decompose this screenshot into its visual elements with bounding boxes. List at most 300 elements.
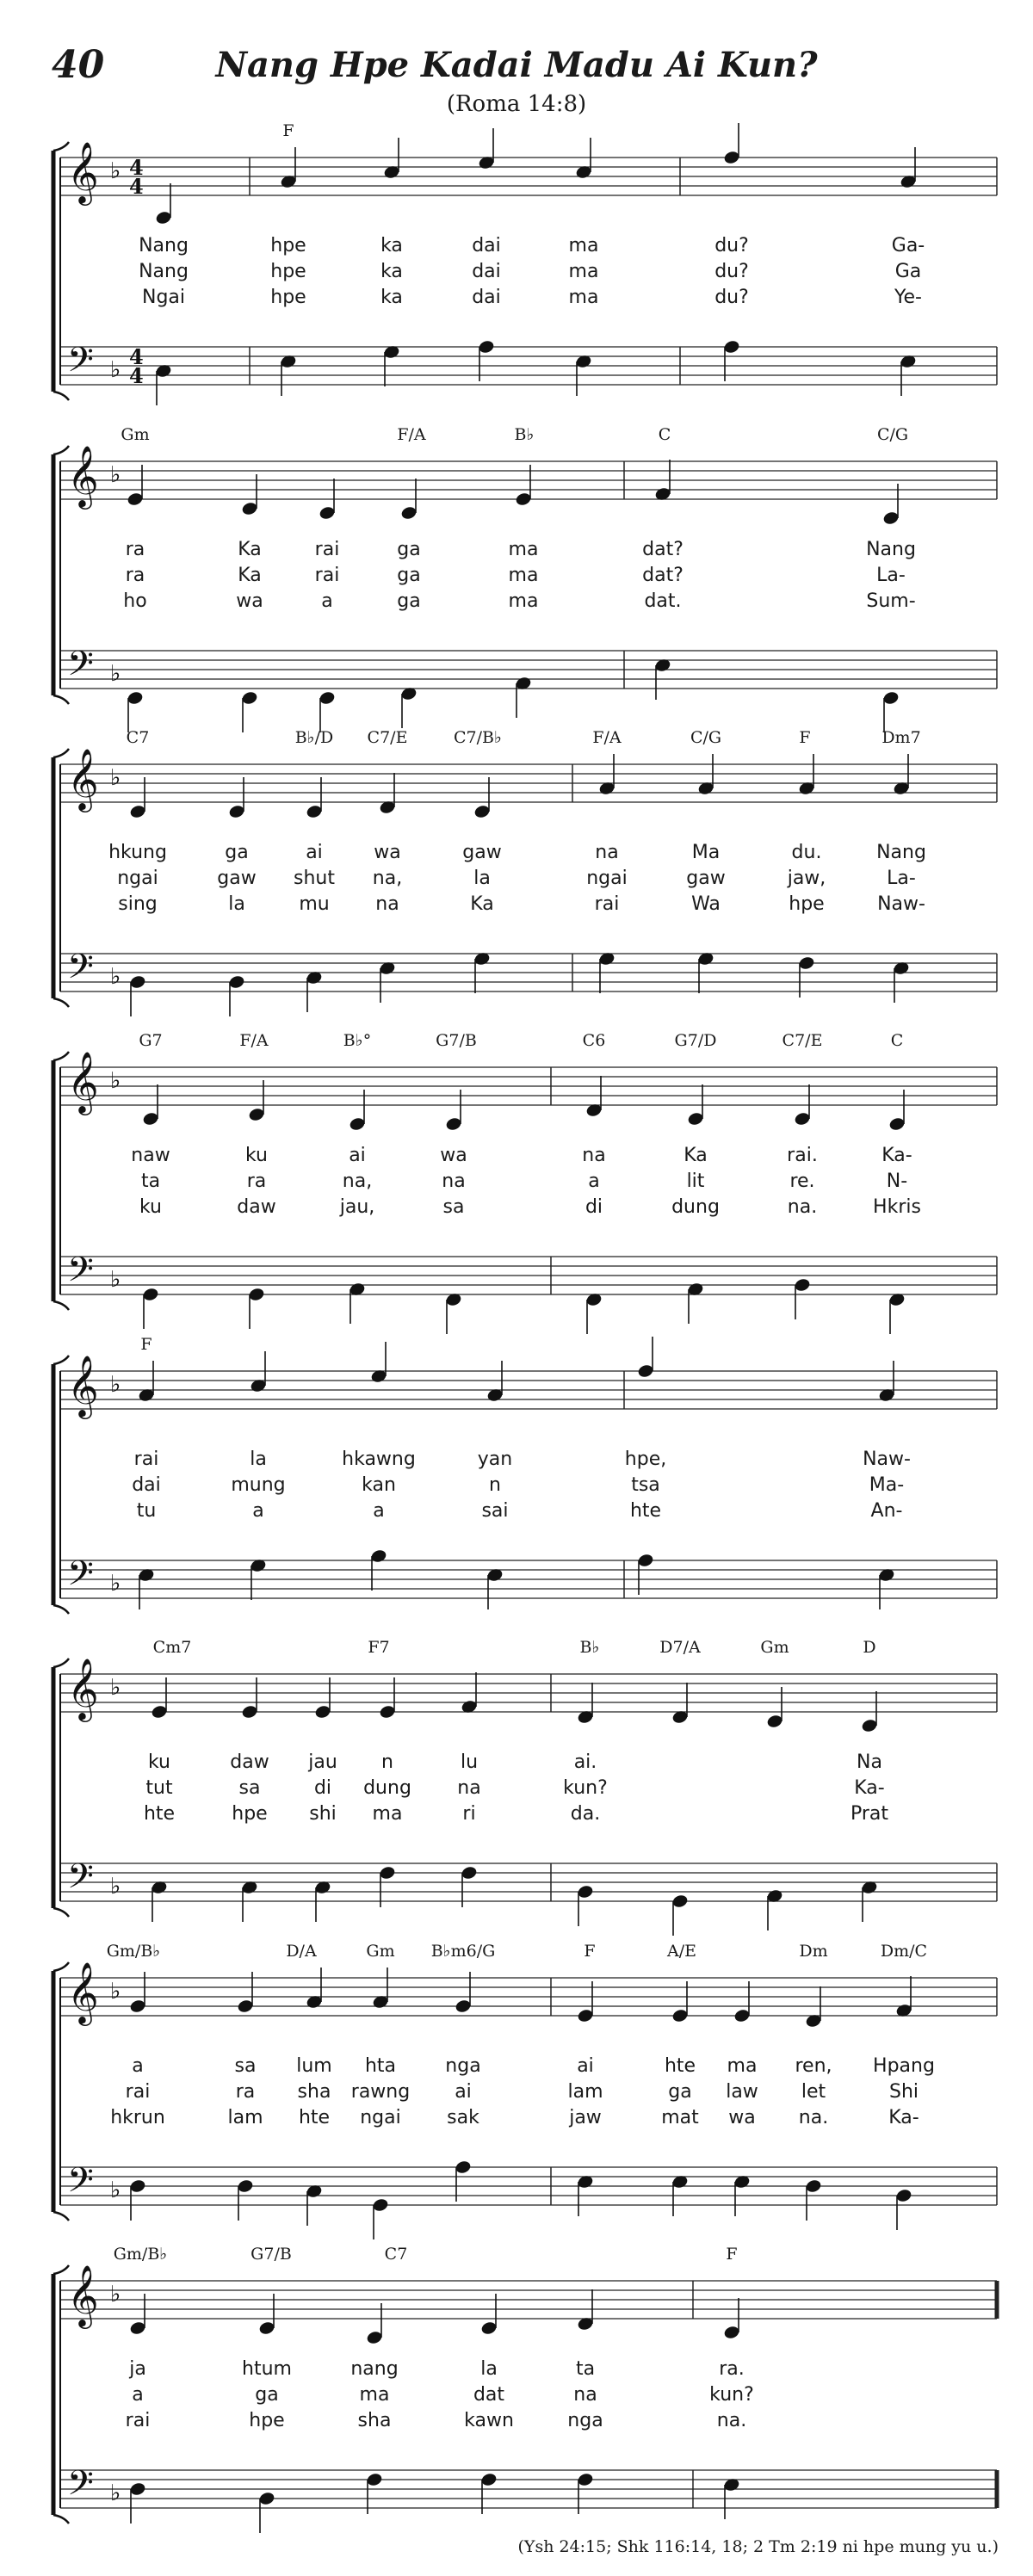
lyric-syllable: hkung [108,842,167,863]
lyric-syllable: law [726,2081,758,2103]
notehead [319,690,336,706]
notehead [888,1116,906,1132]
music-system [0,1330,1033,1614]
lyric-syllable: ngai [360,2107,401,2128]
lyric-syllable: a [132,2384,144,2406]
chord-symbol: Gm [121,425,150,444]
chord-symbol: D7/A [659,1638,701,1657]
chord-symbol: G7/B [436,1031,477,1050]
lyric-syllable: ngai [117,868,158,889]
lyric-syllable: ma [372,1803,403,1825]
lyric-syllable: na. [787,1196,818,1218]
notehead [515,491,532,507]
lyric-syllable: ai [577,2055,594,2077]
lyric-syllable: dung [363,1777,411,1799]
lyric-syllable: Ye- [894,287,922,308]
notehead [129,974,146,990]
lyric-syllable: wa [374,842,401,863]
lyric-syllable: let [801,2081,826,2103]
notehead [366,2472,383,2487]
chord-symbol: C7/E [782,1031,823,1050]
lyric-syllable: kun? [563,1777,608,1799]
chord-symbol: C/G [690,728,722,747]
lyric-syllable: ma [568,235,599,256]
notehead [473,804,491,819]
lyric-syllable: daw [237,1196,276,1218]
lyric-syllable: wa [440,1145,467,1166]
notehead [445,1116,462,1132]
lyric-syllable: lam [227,2107,263,2128]
lyric-syllable: sa [442,1196,465,1218]
lyric-syllable: dat? [642,565,684,586]
lyric-syllable: Nang [866,539,916,560]
notehead [248,1287,265,1302]
flat-icon: ♭ [110,661,121,687]
lyric-syllable: htum [242,2358,292,2380]
chord-symbol: C/G [876,425,909,444]
flat-icon: ♭ [110,1068,121,1094]
chord-symbol: Dm7 [881,728,921,747]
music-system [0,420,1033,704]
lyric-syllable: lit [686,1171,705,1192]
chord-symbol: C [658,425,671,444]
chord-symbol: B♭/D [294,728,334,747]
lyric-syllable: gaw [217,868,257,889]
lyric-syllable: yan [477,1449,513,1470]
treble-clef-icon: 𝄞 [67,444,99,507]
flat-icon: ♭ [110,2480,121,2506]
lyric-syllable: du? [714,261,749,282]
treble-clef-icon: 𝄞 [67,2264,99,2326]
lyric-syllable: dat? [642,539,684,560]
notehead [480,2472,498,2487]
lyric-syllable: du. [791,842,822,863]
chord-symbol: F [584,1942,596,1961]
notehead [151,1704,168,1720]
lyric-syllable: ra [125,565,145,586]
lyric-syllable: ga [397,565,421,586]
lyric-syllable: Nang [139,235,189,256]
lyric-syllable: hpe [249,2410,285,2431]
flat-icon: ♭ [110,158,121,184]
lyric-syllable: sa [238,1777,261,1799]
notehead [237,2178,254,2194]
chord-symbol: Gm/B♭ [113,2245,168,2264]
lyric-syllable: tsa [631,1474,660,1496]
lyric-syllable: rai [594,893,620,915]
lyric-syllable: tu [136,1500,157,1522]
lyric-syllable: na, [372,868,403,889]
notehead [577,2008,594,2023]
lyric-syllable: rawng [350,2081,411,2103]
staff-notation [0,1937,1033,2221]
bass-clef-icon: 𝄢 [67,947,94,995]
chord-symbol: F7 [368,1638,390,1657]
scripture-reference: (Roma 14:8) [446,91,587,117]
chord-symbol: C7 [126,728,150,747]
chord-symbol: C6 [582,1031,606,1050]
music-system [0,723,1033,1007]
notehead [794,1111,811,1127]
music-system [0,1937,1033,2221]
notehead [366,2330,383,2345]
notehead [577,2472,594,2487]
flat-icon: ♭ [110,462,121,488]
lyric-syllable: n [489,1474,501,1496]
notehead [319,505,336,521]
chord-symbol: Dm/C [880,1942,928,1961]
lyric-syllable: Ngai [141,287,186,308]
lyric-syllable: ga [397,539,421,560]
lyric-syllable: rai. [787,1145,818,1166]
chord-symbol: B♭m6/G [430,1942,496,1961]
lyric-syllable: ra [235,2081,256,2103]
treble-clef-icon: 𝄞 [67,1657,99,1720]
notehead [455,2159,472,2175]
staff-notation [0,723,1033,1007]
lyric-syllable: dat [473,2384,505,2406]
notehead [241,1704,258,1720]
notehead [861,1718,878,1733]
notehead [798,955,815,971]
song-title: Nang Hpe Kadai Madu Ai Kun? [215,45,818,85]
lyric-syllable: sha [297,2081,331,2103]
lyric-syllable: La- [876,565,906,586]
chord-symbol: D/A [286,1942,317,1961]
chord-symbol: G7 [139,1031,163,1050]
lyric-syllable: hpe [270,261,306,282]
notehead [455,1998,472,2014]
bass-clef-icon: 𝄢 [67,1856,94,1905]
lyric-syllable: rai [314,565,340,586]
lyric-syllable: lum [296,2055,332,2077]
flat-icon: ♭ [110,1979,121,2005]
treble-clef-icon: 𝄞 [67,140,99,203]
notehead [733,2008,751,2023]
bass-clef-icon: 𝄢 [67,340,94,388]
lyric-syllable: jau [308,1751,337,1773]
lyric-syllable: ra [125,539,145,560]
lyric-syllable: ga [255,2384,279,2406]
chord-symbol: C7/B♭ [454,728,502,747]
lyric-syllable: ma [727,2055,758,2077]
lyric-syllable: ga [668,2081,692,2103]
lyric-syllable: ja [129,2358,146,2380]
lyric-syllable: ka [380,261,403,282]
chord-symbol: Dm [799,1942,828,1961]
lyric-syllable: hte [664,2055,696,2077]
lyric-syllable: Ka [470,893,494,915]
notehead [142,1287,159,1302]
lyric-syllable: ra. [719,2358,745,2380]
lyric-syllable: shi [309,1803,337,1825]
lyric-syllable: n [381,1751,393,1773]
lyric-syllable: gaw [462,842,502,863]
song-number: 40 [52,43,105,87]
lyric-syllable: sa [234,2055,257,2077]
lyric-syllable: Hkris [873,1196,921,1218]
chord-symbol: F/A [239,1031,269,1050]
lyric-syllable: nang [350,2358,399,2380]
lyric-syllable: ku [244,1145,269,1166]
notehead [306,804,323,819]
lyric-syllable: sak [447,2107,479,2128]
music-system [0,2239,1033,2523]
chord-symbol: F [282,121,294,140]
footer-references: (Ysh 24:15; Shk 116:14, 18; 2 Tm 2:19 ni hpe mung yu u.) [517,2537,999,2556]
lyric-syllable: sing [118,893,158,915]
treble-clef-icon: 𝄞 [67,1050,99,1113]
lyric-syllable: na. [716,2410,747,2431]
lyric-syllable: ai [306,842,323,863]
notehead [129,2320,146,2336]
lyric-syllable: ai [349,1145,366,1166]
bass-clef-icon: 𝄢 [67,2160,94,2208]
staff-notation [0,1633,1033,1917]
notehead [248,1107,265,1122]
notehead [228,974,245,990]
lyric-syllable: ku [147,1751,171,1773]
notehead [258,2491,275,2506]
lyric-syllable: na, [342,1171,373,1192]
notehead [379,1865,396,1881]
bass-clef-icon: 𝄢 [67,644,94,692]
lyric-syllable: shut [294,868,335,889]
lyric-syllable: hpe, [624,1449,667,1470]
lyric-syllable: la [480,2358,498,2380]
chord-symbol: C [890,1031,904,1050]
chord-symbol: C7 [384,2245,408,2264]
notehead [129,2481,146,2497]
lyric-syllable: hte [298,2107,331,2128]
lyric-syllable: ma [508,539,539,560]
notehead [314,1704,331,1720]
lyric-syllable: la [250,1449,267,1470]
lyric-syllable: ma [508,590,539,612]
lyric-syllable: wa [236,590,263,612]
lyric-syllable: la [473,868,491,889]
notehead [577,1884,594,1900]
lyric-syllable: dung [671,1196,720,1218]
lyric-syllable: naw [131,1145,170,1166]
flat-icon: ♭ [110,2178,121,2203]
lyric-syllable: Prat [850,1803,889,1825]
lyric-syllable: kan [362,1474,396,1496]
treble-clef-icon: 𝄞 [67,1354,99,1417]
lyric-syllable: ai. [573,1751,597,1773]
lyric-syllable: hta [364,2055,397,2077]
notehead [478,339,495,355]
time-signature: 4 [129,344,144,369]
flat-icon: ♭ [110,964,121,990]
lyric-syllable: lu [460,1751,479,1773]
lyric-syllable: Nang [139,261,189,282]
lyric-syllable: ai [455,2081,472,2103]
lyric-syllable: Ga- [891,235,925,256]
flat-icon: ♭ [110,1874,121,1900]
lyric-syllable: Shi [888,2081,919,2103]
lyric-syllable: jau, [339,1196,375,1218]
lyric-syllable: dai [472,261,501,282]
lyric-syllable: ren, [795,2055,832,2077]
lyric-syllable: la [228,893,245,915]
notehead [129,804,146,819]
lyric-syllable: ga [397,590,421,612]
bass-clef-icon: 𝄢 [67,1250,94,1298]
lyric-syllable: ku [139,1196,163,1218]
notehead [127,690,144,706]
notehead [129,2178,146,2194]
lyric-syllable: dai [132,1474,161,1496]
lyric-syllable: ma [568,261,599,282]
notehead [349,1116,366,1132]
chord-symbol: Gm [760,1638,789,1657]
notehead [805,2178,822,2194]
lyric-syllable: La- [887,868,916,889]
chord-symbol: Gm/B♭ [106,1942,161,1961]
lyric-syllable: Na [857,1751,882,1773]
notehead [794,1277,811,1293]
lyric-syllable: kawn [464,2410,514,2431]
lyric-syllable: rai [314,539,340,560]
lyric-syllable: Sum- [866,590,916,612]
time-signature: 4 [129,174,144,199]
lyric-syllable: gaw [686,868,726,889]
lyric-syllable: ri [462,1803,476,1825]
flat-icon: ♭ [110,1372,121,1398]
lyric-syllable: sha [357,2410,392,2431]
flat-icon: ♭ [110,357,121,383]
lyric-syllable: na [582,1145,606,1166]
lyric-syllable: nga [567,2410,603,2431]
lyric-syllable: An- [870,1500,903,1522]
chord-symbol: B♭° [343,1031,372,1050]
treble-clef-icon: 𝄞 [67,1961,99,2023]
lyric-syllable: hpe [789,893,825,915]
chord-symbol: G7/B [251,2245,292,2264]
chord-symbol: C7/E [367,728,408,747]
lyric-syllable: ngai [586,868,628,889]
notehead [129,1998,146,2014]
chord-symbol: G7/D [674,1031,717,1050]
notehead [895,2188,912,2203]
lyric-syllable: du? [714,287,749,308]
lyric-syllable: Nang [876,842,926,863]
lyric-syllable: tut [145,1777,173,1799]
lyric-syllable: na. [798,2107,829,2128]
lyric-syllable: ra [246,1171,267,1192]
lyric-syllable: hte [143,1803,176,1825]
lyric-syllable: Naw- [863,1449,911,1470]
lyric-syllable: Ka [238,539,262,560]
lyric-syllable: Hpang [873,2055,935,2077]
lyric-syllable: a [373,1500,385,1522]
notehead [127,491,144,507]
lyric-syllable: hte [629,1500,662,1522]
lyric-syllable: kun? [709,2384,754,2406]
lyric-syllable: na [375,893,399,915]
chord-symbol: F [726,2245,738,2264]
lyric-syllable: ma [508,565,539,586]
lyric-syllable: na [442,1171,466,1192]
lyric-syllable: na [457,1777,481,1799]
flat-icon: ♭ [110,1675,121,1701]
staff-notation [0,1026,1033,1310]
lyric-syllable: jaw, [787,868,826,889]
music-system [0,116,1033,400]
chord-symbol: Cm7 [152,1638,192,1657]
lyric-syllable: di [585,1196,603,1218]
notehead [241,501,258,516]
notehead [480,2320,498,2336]
notehead [723,2325,740,2340]
lyric-syllable: Wa [691,893,721,915]
treble-clef-icon: 𝄞 [67,747,99,810]
notehead [370,1548,387,1564]
chord-symbol: F [140,1335,152,1354]
lyric-syllable: ta [140,1171,161,1192]
lyric-syllable: rai [125,2081,151,2103]
staff-notation [0,420,1033,704]
lyric-syllable: a [321,590,333,612]
lyric-syllable: ga [225,842,249,863]
lyric-syllable: rai [125,2410,151,2431]
notehead [400,505,418,521]
lyric-syllable: dat. [644,590,682,612]
lyric-syllable: Naw- [877,893,925,915]
staff-notation [0,116,1033,400]
notehead [671,2008,689,2023]
chord-symbol: D [863,1638,876,1657]
notehead [461,1865,478,1881]
lyric-syllable: rai [133,1449,159,1470]
lyric-syllable: hkrun [110,2107,165,2128]
chord-symbol: B♭ [514,425,535,444]
flat-icon: ♭ [110,765,121,791]
lyric-syllable: dai [472,235,501,256]
lyric-syllable: jaw [569,2107,602,2128]
lyric-syllable: ta [575,2358,596,2380]
lyric-syllable: N- [886,1171,908,1192]
lyric-syllable: ho [123,590,147,612]
notehead [228,804,245,819]
chord-symbol: A/E [667,1942,696,1961]
flat-icon: ♭ [110,2282,121,2307]
lyric-syllable: hpe [270,235,306,256]
bass-clef-icon: 𝄢 [67,2463,94,2511]
notehead [723,339,740,355]
chord-symbol: F/A [397,425,426,444]
notehead [258,2320,275,2336]
notehead [155,210,172,225]
lyric-syllable: Ka- [881,1145,912,1166]
notehead [766,1714,783,1729]
bass-clef-icon: 𝄢 [67,1554,94,1602]
notehead [142,1111,159,1127]
notehead [379,1704,396,1720]
lyric-syllable: daw [230,1751,269,1773]
notehead [237,1998,254,2014]
notehead [637,1363,654,1379]
lyric-syllable: sai [481,1500,509,1522]
notehead [687,1111,704,1127]
lyric-syllable: ka [380,235,403,256]
lyric-syllable: di [313,1777,332,1799]
flat-icon: ♭ [110,1267,121,1293]
lyric-syllable: Ka [238,565,262,586]
lyric-syllable: nga [445,2055,481,2077]
lyric-syllable: re. [789,1171,815,1192]
